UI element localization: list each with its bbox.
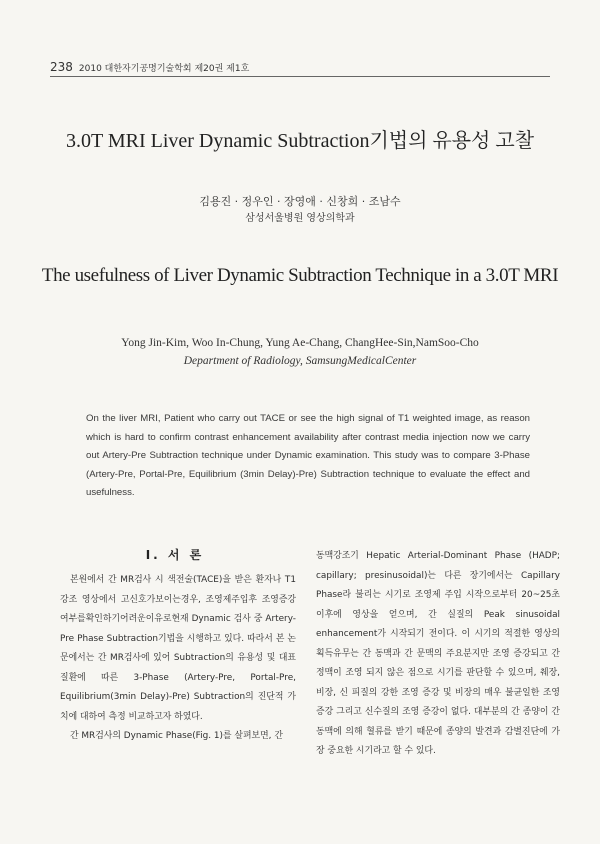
- header-rule: [50, 76, 550, 77]
- running-head: [50, 60, 550, 74]
- body-column-right: [316, 547, 560, 762]
- title-english: The usefulness of Liver Dynamic Subtraction Technique in a 3.0T MRI: [41, 265, 559, 286]
- section-heading-introduction: I. 서 론: [145, 548, 205, 562]
- abstract: On the liver MRI, Patient who carry out TACE or see the high signal of T1 weighted image, as reason which is hard to confirm contrast enhancement availability after contrast media injection now we carry out Artery-Pre Subtraction technique under Dynamic examination. This study was to compare 3-Phase (Artery-Pre, Portal-Pre, Equilibrium (3min Delay)-Pre) Subtraction technique to evaluate the effect and usefulness.: [86, 413, 530, 498]
- authors-korean: 김용진 · 정우인 · 장영애 · 신창희 · 조남수: [199, 195, 401, 208]
- body-column-left: [60, 571, 296, 747]
- paragraph: 동맥강조기 Hepatic Arterial-Dominant Phase (HADP; capillary; presinusoidal)는 다른 장기에서는 Capillary Phase라 불리는 시기로 조영제 주입 시작으로부터 20~25초 이후에 영상을 얻으며, 간 실질의 Peak sinusoidal enhancement가 시작되기 전이다. 이 시기의 적절한 영상의 획득유무는 간 동맥과 간 문맥의 주요분지만 조영 증강되고 간정맥이 조영 되지 않은 점으로 시기를 판단할 수 있으며, 췌장, 비장, 신 피질의 강한 조영 증강 및 비장의 매우 불균일한 조영 증강 그리고 신수질의 조영 증강이 없다. 대부분의 간 종양이 간동맥에 의해 혈류를 받기 때문에 종양의 발견과 감별진단에 가장 중요한 시기라고 할 수 있다.: [316, 551, 560, 756]
- affiliation-korean: 삼성서울병원 영상의학과: [245, 213, 355, 224]
- affiliation-english: Department of Radiology, SamsungMedicalCenter: [183, 355, 417, 367]
- page-number: 238: [50, 60, 73, 74]
- title-korean: 3.0T MRI Liver Dynamic Subtraction기법의 유용성 고찰: [65, 130, 535, 152]
- paragraph: 간 MR검사의 Dynamic Phase(Fig. 1)를 살펴보면, 간: [70, 731, 283, 741]
- paragraph: 본원에서 간 MR검사 시 색전술(TACE)을 받은 환자나 T1 강조 영상에서 고신호가보이는경우, 조영제주입후 조영증강여부를확인하기어려운이유로현재 Dynamic 검사 중 Artery-Pre Phase Subtraction기법을 시행하고 있다. 따라서 본 논문에서는 간 MR검사에 있어 Subtraction의 유용성 및 대표 질환에 따른 3-Phase (Artery-Pre, Portal-Pre, Equilibrium(3min Delay)-Pre) Subtraction의 진단적 가치에 대하여 측정 비교하고자 하였다.: [60, 575, 296, 722]
- journal-name: 2010 대한자기공명기술학회 제20권 제1호: [78, 64, 250, 74]
- authors-english: Yong Jin-Kim, Woo In-Chung, Yung Ae-Chang, ChangHee-Sin,NamSoo-Cho: [121, 337, 479, 349]
